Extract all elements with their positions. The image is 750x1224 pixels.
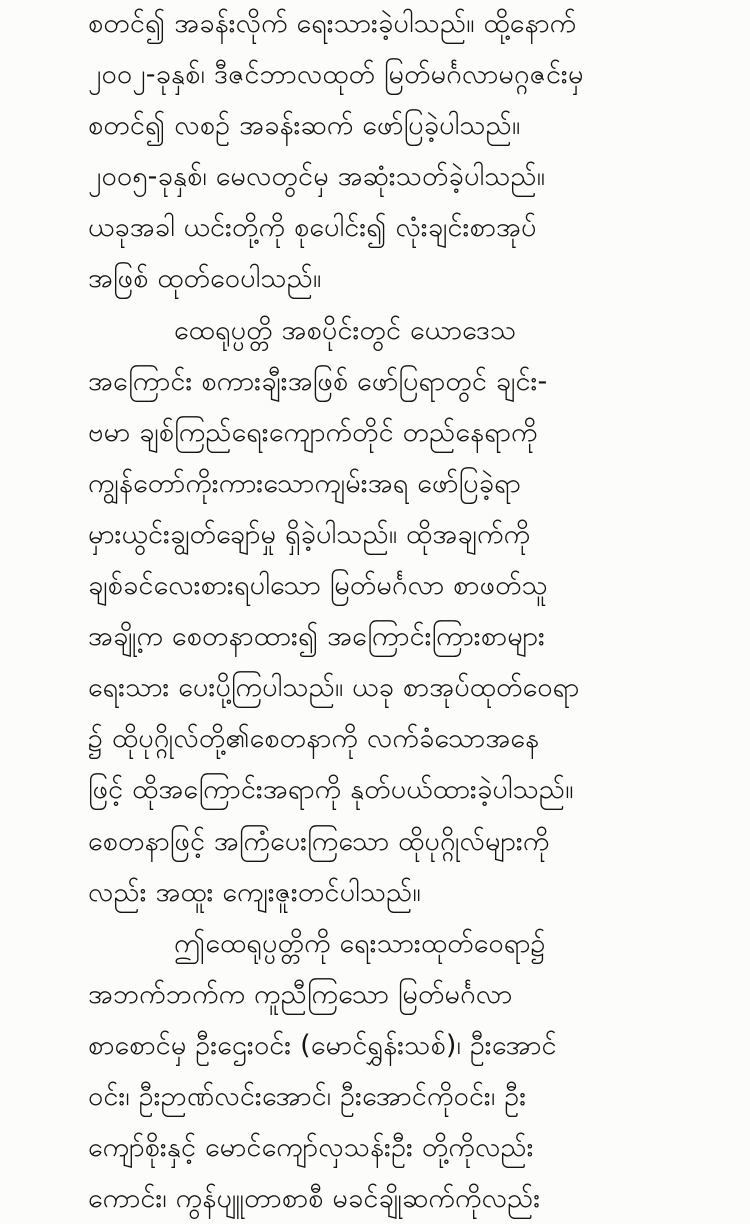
text-line: မှားယွင်းချွတ်ချော်မှု ရှိခဲ့ပါသည်။ ထိုအချက်ကို [88, 518, 531, 550]
body-text [88, 0, 668, 1224]
text-line: စေတနာဖြင့် အကြံပေးကြသော ထိုပုဂ္ဂိုလ်များကို [88, 825, 550, 857]
text-line: စာစောင်မှ ဦးဌေးဝင်း (မောင်ရွှန်းသစ်)၊ ဦးအောင် [88, 1029, 557, 1061]
text-line: ချစ်ခင်လေးစားရပါသော မြတ်မင်္ဂလာ စာဖတ်သူ [88, 570, 548, 602]
text-line: ၂၀၀၂-ခုနှစ်၊ ဒီဇင်ဘာလထုတ် မြတ်မင်္ဂလာမဂ္ဂဇင်းမှ [88, 59, 584, 91]
text-line: ၂၀၀၅-ခုနှစ်၊ မေလတွင်မှ အဆုံးသတ်ခဲ့ပါသည်။ [88, 161, 546, 193]
text-line: စတင်၍ လစဉ် အခန်းဆက် ဖော်ပြခဲ့ပါသည်။ [88, 110, 521, 142]
text-line: ထေရုပ္ပတ္တိ အစပိုင်းတွင် ယောဒေသ [174, 314, 517, 346]
text-line: ဗမာ ချစ်ကြည်ရေးကျောက်တိုင် တည်နေရာကို [88, 416, 538, 448]
text-line: ရေးသား ပေးပို့ကြပါသည်။ ယခု စာအုပ်ထုတ်ဝေရာ [88, 672, 580, 704]
text-line: အကြောင်း စကားချီးအဖြစ် ဖော်ပြရာတွင် ချင်း- [88, 365, 548, 397]
text-line: ကျွန်တော်ကိုးကားသောကျမ်းအရ ဖော်ပြခဲ့ရာ [88, 467, 521, 499]
text-line: ဤထေရုပ္ပတ္တိကို ရေးသားထုတ်ဝေရာ၌ [174, 927, 546, 959]
text-line: လည်း အထူး ကျေးဇူးတင်ပါသည်။ [88, 876, 421, 908]
text-line: ဝင်း၊ ဦးဉာဏ်လင်းအောင်၊ ဦးအောင်ကိုဝင်း၊ ဦး [88, 1080, 527, 1112]
text-line: အဖြစ် ထုတ်ဝေပါသည်။ [88, 263, 322, 295]
text-line: ၌ ထိုပုဂ္ဂိုလ်တို့၏စေတနာကို လက်ခံသောအနေ [88, 723, 540, 755]
text-line: ယခုအခါ ယင်းတို့ကို စုပေါင်း၍ လုံးချင်းစာအုပ် [88, 212, 537, 244]
text-line: စတင်၍ အခန်းလိုက် ရေးသားခဲ့ပါသည်။ ထို့နောက် [88, 8, 577, 39]
text-line: ဖြင့် ထိုအကြောင်းအရာကို နုတ်ပယ်ထားခဲ့ပါသည်။ [88, 774, 574, 806]
text-line: ကျော်စိုးနှင့် မောင်ကျော်လှသန်းဦး တို့ကိုလည်း [88, 1132, 534, 1164]
text-line: အဘက်ဘက်က ကူညီကြသော မြတ်မင်္ဂလာ [88, 978, 513, 1010]
text-line: ကောင်း၊ ကွန်ပျူတာစာစီ မခင်ချိုဆက်ကိုလည်း [88, 1183, 541, 1215]
text-line: အချို့က စေတနာထား၍ အကြောင်းကြားစာများ [88, 621, 546, 653]
